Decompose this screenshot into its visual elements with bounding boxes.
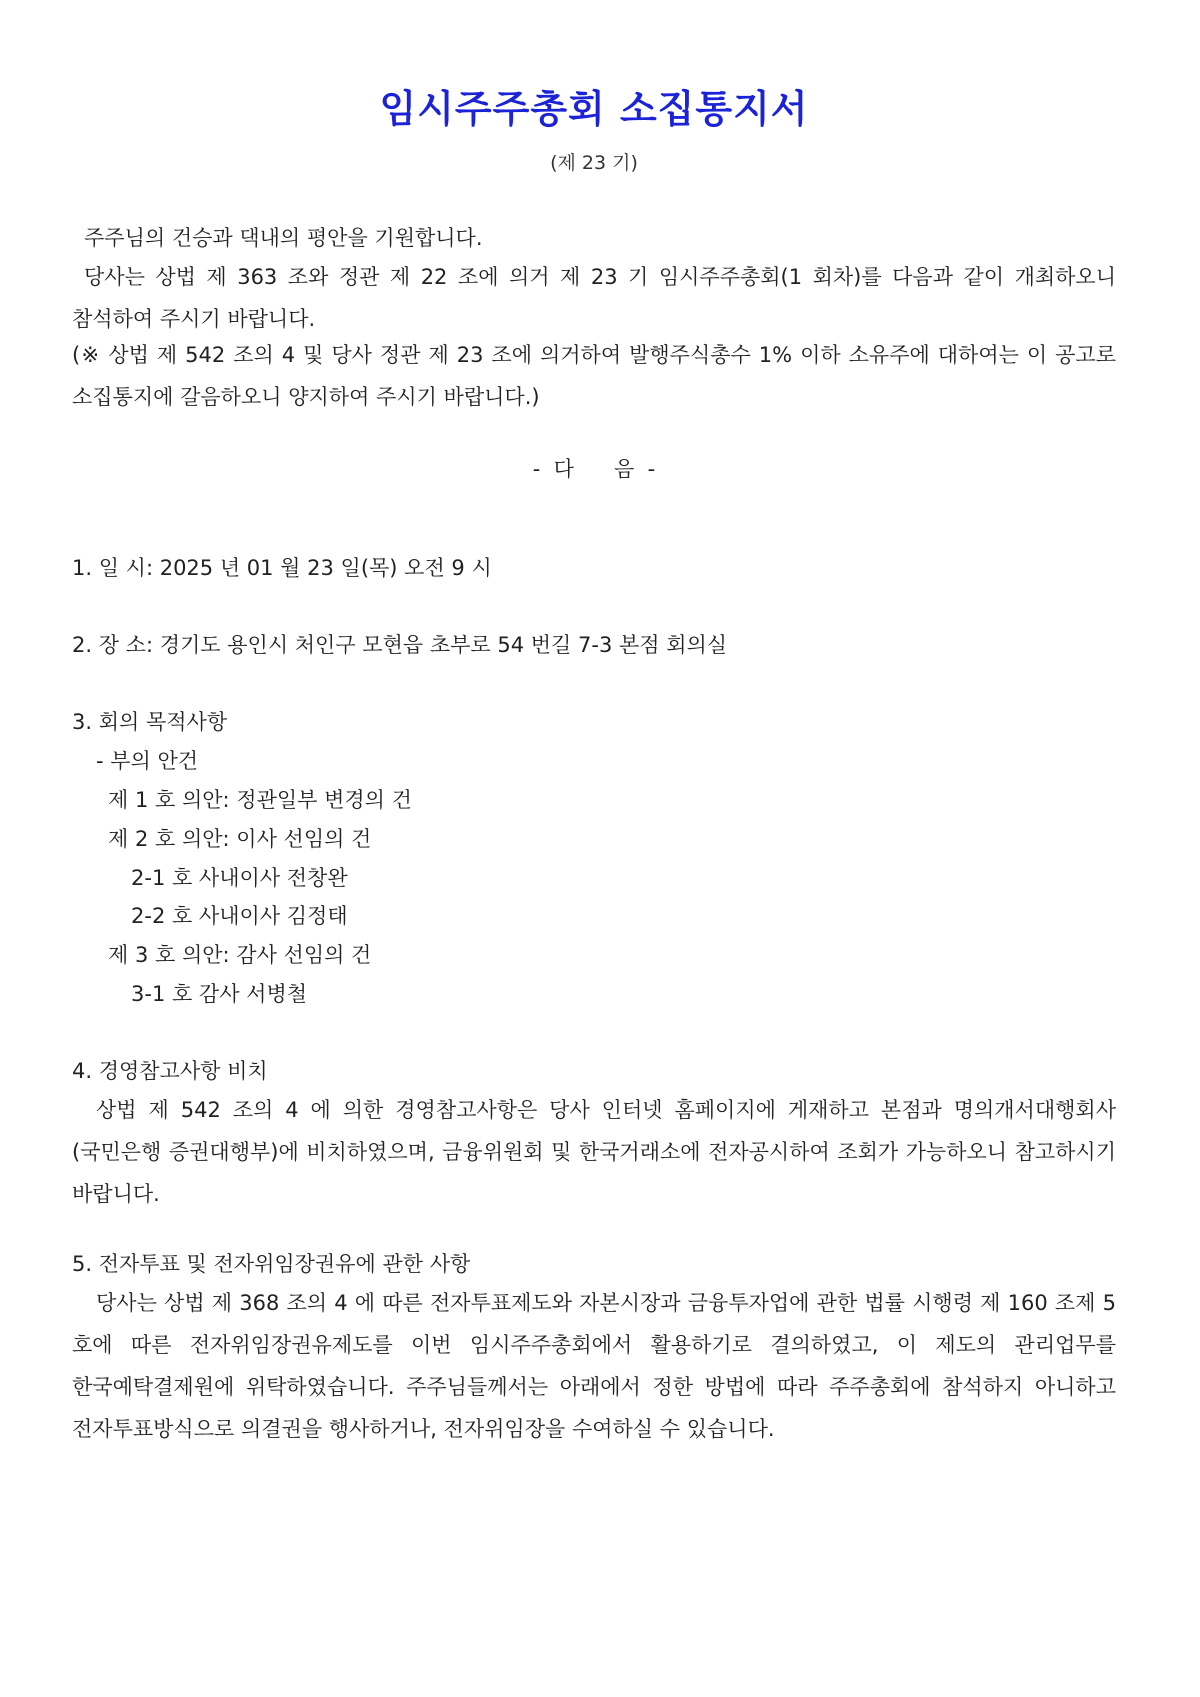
agenda-item-1: 제 1 호 의안: 정관일부 변경의 건	[108, 788, 412, 812]
item-agenda-heading: 3. 회의 목적사항	[72, 710, 228, 734]
agenda-item-3: 제 3 호 의안: 감사 선임의 건	[108, 943, 372, 967]
item-location: 2. 장 소: 경기도 용인시 처인구 모현읍 초부로 54 번길 7-3 본점 회의실	[72, 633, 728, 657]
document-subtitle: (제 23 기)	[550, 152, 638, 174]
agenda-item-2-2: 2-2 호 사내이사 김정태	[131, 904, 348, 928]
note-paragraph: (※ 상법 제 542 조의 4 및 당사 정관 제 23 조에 의거하여 발행주식총수 1% 이하 소유주에 대하여는 이 공고로 소집통지에 갈음하오니 양지하여 주시기 바랍니다.)	[72, 343, 1116, 409]
agenda-item-3-1: 3-1 호 감사 서병철	[131, 982, 308, 1006]
item-evoting-heading: 5. 전자투표 및 전자위임장권유에 관한 사항	[72, 1252, 471, 1276]
item-reference-heading: 4. 경영참고사항 비치	[72, 1059, 268, 1083]
agenda-item-2: 제 2 호 의안: 이사 선임의 건	[108, 827, 372, 851]
notice-page	[72, 0, 1116, 1697]
evoting-paragraph: 당사는 상법 제 368 조의 4 에 따른 전자투표제도와 자본시장과 금융투자업에 관한 법률 시행령 제 160 조제 5 호에 따른 전자위임장권유제도를 이번 임시주주총회에서 활용하기로 결의하였고, 이 제도의 관리업무를 한국예탁결제원에 위탁하였습니다. 주주님들께서는 아래에서 정한 방법에 따라 주주총회에 참석하지 아니하고 전자투표방식으로 의결권을 행사하거나, 전자위임장을 수여하실 수 있습니다.	[72, 1291, 1116, 1441]
item-datetime: 1. 일 시: 2025 년 01 월 23 일(목) 오전 9 시	[72, 556, 492, 580]
document-title: 임시주주총회 소집통지서	[379, 87, 809, 131]
intro-paragraph: 당사는 상법 제 363 조와 정관 제 22 조에 의거 제 23 기 임시주주총회(1 회차)를 다음과 같이 개최하오니 참석하여 주시기 바랍니다.	[72, 265, 1116, 331]
agenda-item-2-1: 2-1 호 사내이사 전창완	[131, 866, 348, 890]
agenda-subheading: - 부의 안건	[96, 749, 199, 773]
greeting-text: 주주님의 건승과 댁내의 평안을 기원합니다.	[84, 226, 483, 250]
reference-paragraph: 상법 제 542 조의 4 에 의한 경영참고사항은 당사 인터넷 홈페이지에 게재하고 본점과 명의개서대행회사(국민은행 증권대행부)에 비치하였으며, 금융위원회 및 한국거래소에 전자공시하여 조회가 가능하오니 참고하시기 바랍니다.	[72, 1098, 1116, 1206]
separator-text: - 다 음 -	[532, 457, 656, 481]
